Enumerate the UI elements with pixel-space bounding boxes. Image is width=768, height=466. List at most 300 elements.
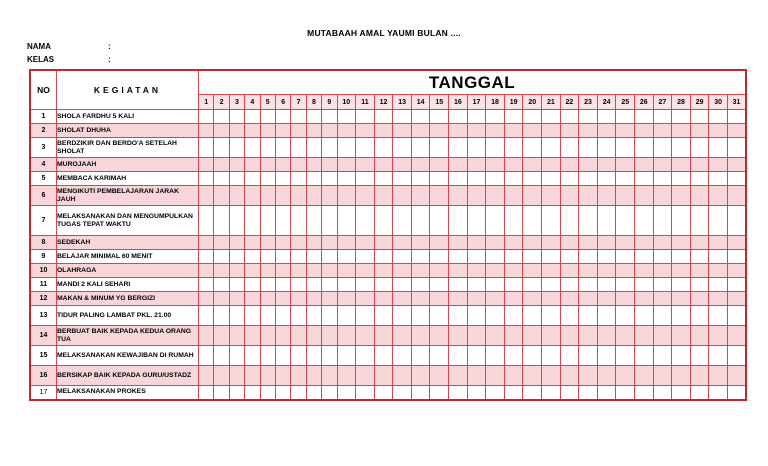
day-cell[interactable] bbox=[430, 306, 449, 326]
day-cell[interactable] bbox=[449, 292, 468, 306]
day-cell[interactable] bbox=[374, 366, 393, 386]
day-cell[interactable] bbox=[653, 158, 672, 172]
day-cell[interactable] bbox=[560, 110, 579, 124]
day-cell[interactable] bbox=[291, 172, 306, 186]
day-cell[interactable] bbox=[653, 346, 672, 366]
day-cell[interactable] bbox=[306, 292, 321, 306]
day-cell[interactable] bbox=[486, 186, 505, 206]
day-cell[interactable] bbox=[199, 326, 214, 346]
day-cell[interactable] bbox=[727, 110, 746, 124]
day-cell[interactable] bbox=[337, 278, 356, 292]
day-cell[interactable] bbox=[260, 110, 275, 124]
day-cell[interactable] bbox=[411, 306, 430, 326]
day-cell[interactable] bbox=[727, 236, 746, 250]
day-cell[interactable] bbox=[374, 172, 393, 186]
day-cell[interactable] bbox=[322, 250, 337, 264]
day-cell[interactable] bbox=[672, 124, 691, 138]
day-cell[interactable] bbox=[486, 306, 505, 326]
day-cell[interactable] bbox=[486, 326, 505, 346]
day-cell[interactable] bbox=[449, 138, 468, 158]
day-cell[interactable] bbox=[616, 250, 635, 264]
day-cell[interactable] bbox=[597, 206, 616, 236]
day-cell[interactable] bbox=[709, 206, 728, 236]
day-cell[interactable] bbox=[411, 346, 430, 366]
day-cell[interactable] bbox=[709, 110, 728, 124]
day-cell[interactable] bbox=[690, 306, 709, 326]
day-cell[interactable] bbox=[275, 366, 290, 386]
day-cell[interactable] bbox=[542, 138, 561, 158]
day-cell[interactable] bbox=[356, 236, 375, 250]
day-cell[interactable] bbox=[690, 278, 709, 292]
day-cell[interactable] bbox=[449, 186, 468, 206]
day-cell[interactable] bbox=[260, 292, 275, 306]
day-cell[interactable] bbox=[291, 110, 306, 124]
day-cell[interactable] bbox=[306, 250, 321, 264]
day-cell[interactable] bbox=[291, 236, 306, 250]
day-cell[interactable] bbox=[306, 278, 321, 292]
day-cell[interactable] bbox=[560, 278, 579, 292]
day-cell[interactable] bbox=[523, 236, 542, 250]
day-cell[interactable] bbox=[616, 366, 635, 386]
day-cell[interactable] bbox=[709, 326, 728, 346]
day-cell[interactable] bbox=[653, 138, 672, 158]
day-cell[interactable] bbox=[229, 236, 244, 250]
day-cell[interactable] bbox=[306, 138, 321, 158]
day-cell[interactable] bbox=[597, 264, 616, 278]
day-cell[interactable] bbox=[560, 346, 579, 366]
day-cell[interactable] bbox=[275, 158, 290, 172]
day-cell[interactable] bbox=[229, 124, 244, 138]
day-cell[interactable] bbox=[430, 386, 449, 400]
day-cell[interactable] bbox=[504, 292, 523, 306]
day-cell[interactable] bbox=[430, 264, 449, 278]
day-cell[interactable] bbox=[337, 138, 356, 158]
day-cell[interactable] bbox=[616, 172, 635, 186]
day-cell[interactable] bbox=[199, 124, 214, 138]
day-cell[interactable] bbox=[709, 346, 728, 366]
day-cell[interactable] bbox=[653, 292, 672, 306]
day-cell[interactable] bbox=[542, 124, 561, 138]
day-cell[interactable] bbox=[635, 346, 654, 366]
day-cell[interactable] bbox=[709, 264, 728, 278]
day-cell[interactable] bbox=[635, 386, 654, 400]
day-cell[interactable] bbox=[411, 326, 430, 346]
day-cell[interactable] bbox=[690, 172, 709, 186]
day-cell[interactable] bbox=[356, 292, 375, 306]
day-cell[interactable] bbox=[690, 110, 709, 124]
day-cell[interactable] bbox=[672, 326, 691, 346]
day-cell[interactable] bbox=[337, 250, 356, 264]
day-cell[interactable] bbox=[542, 366, 561, 386]
day-cell[interactable] bbox=[275, 278, 290, 292]
day-cell[interactable] bbox=[727, 250, 746, 264]
day-cell[interactable] bbox=[727, 138, 746, 158]
day-cell[interactable] bbox=[275, 326, 290, 346]
day-cell[interactable] bbox=[467, 186, 486, 206]
day-cell[interactable] bbox=[542, 306, 561, 326]
day-cell[interactable] bbox=[393, 386, 412, 400]
day-cell[interactable] bbox=[430, 278, 449, 292]
day-cell[interactable] bbox=[430, 366, 449, 386]
day-cell[interactable] bbox=[616, 386, 635, 400]
day-cell[interactable] bbox=[214, 186, 229, 206]
day-cell[interactable] bbox=[709, 236, 728, 250]
day-cell[interactable] bbox=[275, 206, 290, 236]
day-cell[interactable] bbox=[467, 326, 486, 346]
day-cell[interactable] bbox=[229, 186, 244, 206]
day-cell[interactable] bbox=[199, 278, 214, 292]
day-cell[interactable] bbox=[709, 366, 728, 386]
day-cell[interactable] bbox=[275, 250, 290, 264]
day-cell[interactable] bbox=[486, 264, 505, 278]
day-cell[interactable] bbox=[245, 386, 260, 400]
day-cell[interactable] bbox=[199, 292, 214, 306]
day-cell[interactable] bbox=[467, 292, 486, 306]
day-cell[interactable] bbox=[306, 346, 321, 366]
day-cell[interactable] bbox=[374, 326, 393, 346]
day-cell[interactable] bbox=[597, 172, 616, 186]
day-cell[interactable] bbox=[467, 366, 486, 386]
day-cell[interactable] bbox=[542, 292, 561, 306]
day-cell[interactable] bbox=[229, 172, 244, 186]
day-cell[interactable] bbox=[542, 386, 561, 400]
day-cell[interactable] bbox=[597, 110, 616, 124]
day-cell[interactable] bbox=[337, 110, 356, 124]
day-cell[interactable] bbox=[356, 250, 375, 264]
day-cell[interactable] bbox=[523, 306, 542, 326]
day-cell[interactable] bbox=[486, 386, 505, 400]
day-cell[interactable] bbox=[579, 110, 598, 124]
day-cell[interactable] bbox=[374, 346, 393, 366]
day-cell[interactable] bbox=[356, 386, 375, 400]
day-cell[interactable] bbox=[635, 292, 654, 306]
day-cell[interactable] bbox=[579, 278, 598, 292]
day-cell[interactable] bbox=[653, 124, 672, 138]
day-cell[interactable] bbox=[635, 250, 654, 264]
day-cell[interactable] bbox=[449, 236, 468, 250]
day-cell[interactable] bbox=[542, 326, 561, 346]
day-cell[interactable] bbox=[672, 306, 691, 326]
day-cell[interactable] bbox=[597, 326, 616, 346]
day-cell[interactable] bbox=[393, 124, 412, 138]
day-cell[interactable] bbox=[374, 124, 393, 138]
day-cell[interactable] bbox=[727, 278, 746, 292]
day-cell[interactable] bbox=[560, 250, 579, 264]
day-cell[interactable] bbox=[579, 186, 598, 206]
day-cell[interactable] bbox=[709, 306, 728, 326]
day-cell[interactable] bbox=[579, 138, 598, 158]
day-cell[interactable] bbox=[322, 186, 337, 206]
day-cell[interactable] bbox=[579, 366, 598, 386]
day-cell[interactable] bbox=[393, 292, 412, 306]
day-cell[interactable] bbox=[430, 110, 449, 124]
day-cell[interactable] bbox=[486, 124, 505, 138]
day-cell[interactable] bbox=[579, 292, 598, 306]
day-cell[interactable] bbox=[709, 124, 728, 138]
day-cell[interactable] bbox=[214, 172, 229, 186]
day-cell[interactable] bbox=[322, 346, 337, 366]
day-cell[interactable] bbox=[214, 278, 229, 292]
day-cell[interactable] bbox=[523, 138, 542, 158]
day-cell[interactable] bbox=[653, 264, 672, 278]
day-cell[interactable] bbox=[709, 158, 728, 172]
day-cell[interactable] bbox=[199, 306, 214, 326]
day-cell[interactable] bbox=[542, 186, 561, 206]
day-cell[interactable] bbox=[214, 264, 229, 278]
day-cell[interactable] bbox=[690, 236, 709, 250]
day-cell[interactable] bbox=[467, 306, 486, 326]
day-cell[interactable] bbox=[560, 236, 579, 250]
day-cell[interactable] bbox=[672, 386, 691, 400]
day-cell[interactable] bbox=[393, 346, 412, 366]
day-cell[interactable] bbox=[374, 278, 393, 292]
day-cell[interactable] bbox=[322, 278, 337, 292]
day-cell[interactable] bbox=[579, 326, 598, 346]
day-cell[interactable] bbox=[709, 278, 728, 292]
day-cell[interactable] bbox=[411, 366, 430, 386]
day-cell[interactable] bbox=[523, 186, 542, 206]
day-cell[interactable] bbox=[523, 172, 542, 186]
day-cell[interactable] bbox=[523, 110, 542, 124]
day-cell[interactable] bbox=[430, 346, 449, 366]
day-cell[interactable] bbox=[374, 292, 393, 306]
day-cell[interactable] bbox=[430, 250, 449, 264]
day-cell[interactable] bbox=[291, 250, 306, 264]
day-cell[interactable] bbox=[199, 158, 214, 172]
day-cell[interactable] bbox=[306, 172, 321, 186]
day-cell[interactable] bbox=[690, 206, 709, 236]
day-cell[interactable] bbox=[597, 346, 616, 366]
day-cell[interactable] bbox=[245, 138, 260, 158]
day-cell[interactable] bbox=[337, 306, 356, 326]
day-cell[interactable] bbox=[374, 138, 393, 158]
day-cell[interactable] bbox=[374, 186, 393, 206]
day-cell[interactable] bbox=[597, 138, 616, 158]
day-cell[interactable] bbox=[306, 264, 321, 278]
day-cell[interactable] bbox=[245, 306, 260, 326]
day-cell[interactable] bbox=[560, 138, 579, 158]
day-cell[interactable] bbox=[260, 172, 275, 186]
day-cell[interactable] bbox=[245, 250, 260, 264]
day-cell[interactable] bbox=[690, 250, 709, 264]
day-cell[interactable] bbox=[672, 366, 691, 386]
day-cell[interactable] bbox=[260, 158, 275, 172]
day-cell[interactable] bbox=[306, 306, 321, 326]
day-cell[interactable] bbox=[229, 206, 244, 236]
day-cell[interactable] bbox=[560, 186, 579, 206]
day-cell[interactable] bbox=[411, 110, 430, 124]
day-cell[interactable] bbox=[393, 278, 412, 292]
day-cell[interactable] bbox=[523, 206, 542, 236]
day-cell[interactable] bbox=[291, 326, 306, 346]
day-cell[interactable] bbox=[486, 346, 505, 366]
day-cell[interactable] bbox=[449, 346, 468, 366]
day-cell[interactable] bbox=[690, 326, 709, 346]
day-cell[interactable] bbox=[542, 236, 561, 250]
day-cell[interactable] bbox=[579, 386, 598, 400]
day-cell[interactable] bbox=[275, 186, 290, 206]
day-cell[interactable] bbox=[411, 138, 430, 158]
day-cell[interactable] bbox=[635, 366, 654, 386]
day-cell[interactable] bbox=[245, 158, 260, 172]
day-cell[interactable] bbox=[672, 110, 691, 124]
day-cell[interactable] bbox=[306, 110, 321, 124]
day-cell[interactable] bbox=[306, 124, 321, 138]
day-cell[interactable] bbox=[356, 306, 375, 326]
day-cell[interactable] bbox=[337, 264, 356, 278]
day-cell[interactable] bbox=[260, 306, 275, 326]
day-cell[interactable] bbox=[430, 158, 449, 172]
day-cell[interactable] bbox=[199, 138, 214, 158]
day-cell[interactable] bbox=[291, 138, 306, 158]
day-cell[interactable] bbox=[322, 366, 337, 386]
day-cell[interactable] bbox=[291, 264, 306, 278]
day-cell[interactable] bbox=[560, 124, 579, 138]
day-cell[interactable] bbox=[672, 138, 691, 158]
day-cell[interactable] bbox=[727, 264, 746, 278]
day-cell[interactable] bbox=[504, 158, 523, 172]
day-cell[interactable] bbox=[560, 292, 579, 306]
day-cell[interactable] bbox=[542, 250, 561, 264]
day-cell[interactable] bbox=[504, 206, 523, 236]
day-cell[interactable] bbox=[356, 346, 375, 366]
day-cell[interactable] bbox=[322, 292, 337, 306]
day-cell[interactable] bbox=[597, 250, 616, 264]
day-cell[interactable] bbox=[393, 110, 412, 124]
day-cell[interactable] bbox=[245, 236, 260, 250]
day-cell[interactable] bbox=[616, 124, 635, 138]
day-cell[interactable] bbox=[690, 346, 709, 366]
day-cell[interactable] bbox=[597, 186, 616, 206]
day-cell[interactable] bbox=[275, 138, 290, 158]
day-cell[interactable] bbox=[393, 326, 412, 346]
day-cell[interactable] bbox=[322, 124, 337, 138]
day-cell[interactable] bbox=[214, 138, 229, 158]
day-cell[interactable] bbox=[260, 346, 275, 366]
day-cell[interactable] bbox=[635, 138, 654, 158]
day-cell[interactable] bbox=[214, 346, 229, 366]
day-cell[interactable] bbox=[229, 278, 244, 292]
day-cell[interactable] bbox=[411, 158, 430, 172]
day-cell[interactable] bbox=[504, 306, 523, 326]
day-cell[interactable] bbox=[449, 306, 468, 326]
day-cell[interactable] bbox=[199, 110, 214, 124]
day-cell[interactable] bbox=[411, 292, 430, 306]
day-cell[interactable] bbox=[229, 326, 244, 346]
day-cell[interactable] bbox=[690, 292, 709, 306]
day-cell[interactable] bbox=[245, 264, 260, 278]
day-cell[interactable] bbox=[449, 386, 468, 400]
day-cell[interactable] bbox=[356, 110, 375, 124]
day-cell[interactable] bbox=[486, 158, 505, 172]
day-cell[interactable] bbox=[356, 264, 375, 278]
day-cell[interactable] bbox=[486, 250, 505, 264]
day-cell[interactable] bbox=[467, 206, 486, 236]
day-cell[interactable] bbox=[356, 366, 375, 386]
day-cell[interactable] bbox=[374, 158, 393, 172]
day-cell[interactable] bbox=[199, 236, 214, 250]
day-cell[interactable] bbox=[449, 172, 468, 186]
day-cell[interactable] bbox=[260, 206, 275, 236]
day-cell[interactable] bbox=[356, 158, 375, 172]
day-cell[interactable] bbox=[322, 206, 337, 236]
day-cell[interactable] bbox=[260, 236, 275, 250]
day-cell[interactable] bbox=[597, 158, 616, 172]
day-cell[interactable] bbox=[337, 346, 356, 366]
day-cell[interactable] bbox=[337, 124, 356, 138]
day-cell[interactable] bbox=[597, 236, 616, 250]
day-cell[interactable] bbox=[709, 186, 728, 206]
day-cell[interactable] bbox=[672, 236, 691, 250]
day-cell[interactable] bbox=[467, 138, 486, 158]
day-cell[interactable] bbox=[245, 186, 260, 206]
day-cell[interactable] bbox=[523, 292, 542, 306]
day-cell[interactable] bbox=[560, 366, 579, 386]
day-cell[interactable] bbox=[467, 236, 486, 250]
day-cell[interactable] bbox=[672, 292, 691, 306]
day-cell[interactable] bbox=[291, 124, 306, 138]
day-cell[interactable] bbox=[229, 366, 244, 386]
day-cell[interactable] bbox=[486, 366, 505, 386]
day-cell[interactable] bbox=[635, 264, 654, 278]
day-cell[interactable] bbox=[653, 250, 672, 264]
day-cell[interactable] bbox=[245, 124, 260, 138]
day-cell[interactable] bbox=[690, 138, 709, 158]
day-cell[interactable] bbox=[393, 158, 412, 172]
day-cell[interactable] bbox=[653, 236, 672, 250]
day-cell[interactable] bbox=[467, 386, 486, 400]
day-cell[interactable] bbox=[690, 386, 709, 400]
day-cell[interactable] bbox=[393, 366, 412, 386]
day-cell[interactable] bbox=[306, 186, 321, 206]
day-cell[interactable] bbox=[690, 186, 709, 206]
day-cell[interactable] bbox=[560, 172, 579, 186]
day-cell[interactable] bbox=[727, 292, 746, 306]
day-cell[interactable] bbox=[449, 206, 468, 236]
day-cell[interactable] bbox=[374, 306, 393, 326]
day-cell[interactable] bbox=[306, 158, 321, 172]
day-cell[interactable] bbox=[672, 264, 691, 278]
day-cell[interactable] bbox=[245, 278, 260, 292]
day-cell[interactable] bbox=[393, 186, 412, 206]
day-cell[interactable] bbox=[199, 186, 214, 206]
day-cell[interactable] bbox=[260, 138, 275, 158]
day-cell[interactable] bbox=[635, 186, 654, 206]
day-cell[interactable] bbox=[523, 250, 542, 264]
day-cell[interactable] bbox=[260, 186, 275, 206]
day-cell[interactable] bbox=[430, 206, 449, 236]
day-cell[interactable] bbox=[672, 278, 691, 292]
day-cell[interactable] bbox=[653, 306, 672, 326]
day-cell[interactable] bbox=[542, 172, 561, 186]
day-cell[interactable] bbox=[449, 278, 468, 292]
day-cell[interactable] bbox=[653, 326, 672, 346]
day-cell[interactable] bbox=[523, 326, 542, 346]
day-cell[interactable] bbox=[393, 172, 412, 186]
day-cell[interactable] bbox=[430, 292, 449, 306]
day-cell[interactable] bbox=[579, 206, 598, 236]
day-cell[interactable] bbox=[322, 138, 337, 158]
day-cell[interactable] bbox=[727, 386, 746, 400]
day-cell[interactable] bbox=[393, 138, 412, 158]
day-cell[interactable] bbox=[504, 386, 523, 400]
day-cell[interactable] bbox=[504, 172, 523, 186]
day-cell[interactable] bbox=[199, 250, 214, 264]
day-cell[interactable] bbox=[690, 158, 709, 172]
day-cell[interactable] bbox=[337, 292, 356, 306]
day-cell[interactable] bbox=[616, 158, 635, 172]
day-cell[interactable] bbox=[411, 186, 430, 206]
